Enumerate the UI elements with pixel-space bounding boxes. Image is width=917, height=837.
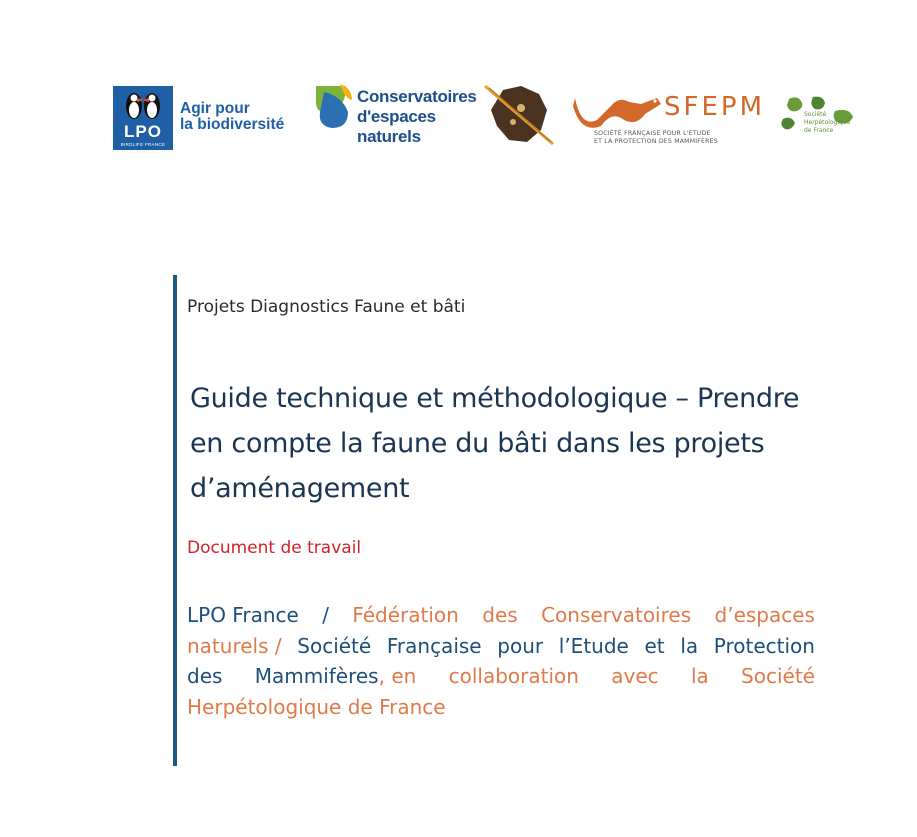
collab-word: , en (378, 664, 417, 688)
lpo-tagline (180, 101, 284, 133)
title-line: d’aménagement (190, 473, 410, 504)
author-sfepm-word: pour (497, 633, 544, 658)
collab-word: collaboration (448, 664, 579, 688)
author-sfepm-word: la (680, 633, 699, 658)
author-fcen-word: Conservatoires (541, 603, 692, 627)
lpo-tagline-line: la biodiversité (180, 116, 285, 133)
author-sfepm-word: Protection (713, 633, 815, 658)
author-sfepm-word: et (644, 633, 665, 658)
author-sfepm-word: Française (386, 633, 482, 658)
accent-bar (173, 275, 177, 766)
title-line: Guide technique et méthodologique – Prendre (190, 383, 800, 414)
cen-line: naturels (357, 127, 421, 146)
author-fcen-word: Fédération (352, 603, 459, 627)
author-sfepm-word: l’Etude (558, 633, 629, 658)
authors-block (187, 600, 815, 722)
author-group (255, 661, 417, 692)
author-sfepm-word: des (187, 664, 223, 688)
author-sfepm-word: Mammifères (254, 664, 379, 688)
author-fcen-word: naturels / (187, 633, 282, 658)
shf-logo-text (804, 111, 850, 135)
author-sfepm-word: Société (297, 633, 372, 658)
author-shf: Herpétologique de France (187, 694, 446, 719)
shf-line: Société (804, 111, 827, 118)
lpo-logo (113, 86, 173, 150)
author-separator: / (322, 603, 329, 627)
cen-line: d'espaces (357, 107, 436, 126)
sfepm-sub-line: SOCIÉTÉ FRANÇAISE POUR L'ETUDE (594, 130, 711, 137)
author-fcen-word: des (482, 603, 518, 627)
sfepm-sub-line: ET LA PROTECTION DES MAMMIFÈRES (594, 138, 718, 145)
cen-line: Conservatoires (357, 87, 477, 106)
authors-line (187, 661, 815, 692)
mustelid-icon (571, 88, 663, 132)
lpo-tagline-line: Agir pour (180, 100, 250, 117)
author-lpo: LPO France (187, 603, 299, 627)
collab-word: Société (741, 664, 815, 688)
authors-line (187, 692, 815, 723)
shf-line: de France (804, 127, 834, 134)
document-status: Document de travail (187, 538, 362, 558)
partner-logos (0, 0, 917, 170)
sfepm-subtitle (594, 130, 718, 146)
cen-logo-text (357, 87, 477, 147)
project-label: Projets Diagnostics Faune et bâti (187, 297, 466, 317)
shf-line: Herpétologique (804, 119, 851, 126)
title-line: en compte la faune du bâti dans les projets (190, 428, 765, 459)
leaf-drop-icon (312, 82, 354, 130)
author-fcen-word: d’espaces (714, 603, 815, 627)
collab-word: la (690, 664, 709, 688)
document-title (190, 376, 830, 511)
lpo-mark-sub: BIRDLIFE FRANCE (120, 142, 166, 147)
authors-line (187, 600, 815, 631)
france-map-icon (483, 84, 559, 148)
lpo-mark: LPO (124, 122, 162, 141)
authors-line (187, 631, 815, 662)
collab-word: avec (611, 664, 659, 688)
sfepm-name: SFEPM (664, 92, 765, 122)
